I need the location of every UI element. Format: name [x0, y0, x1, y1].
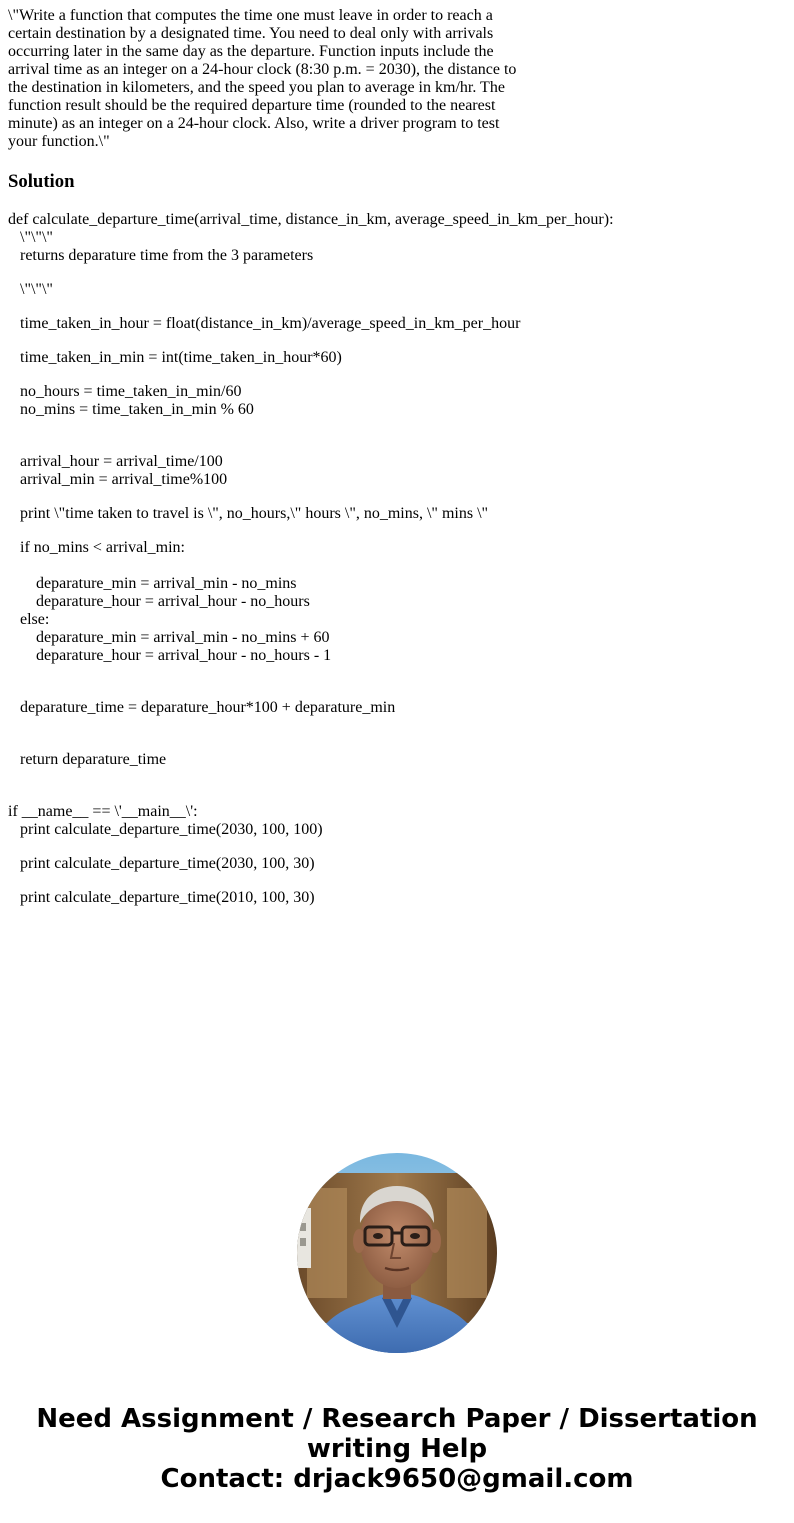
footer-line: Need Assignment / Research Paper / Dissertation: [36, 1404, 758, 1434]
solution-heading: Solution: [8, 171, 75, 192]
code-line: arrival_hour = arrival_time/100: [20, 453, 223, 470]
code-line: print \"time taken to travel is \", no_hours,\" hours \", no_mins, \" mins \": [20, 505, 489, 522]
code-line: returns deparature time from the 3 parameters: [20, 247, 314, 264]
code-line: else:: [20, 611, 50, 628]
code-line: \"\"\": [20, 281, 53, 298]
footer-contact: Contact: drjack9650@gmail.com: [160, 1464, 634, 1494]
code-line: arrival_min = arrival_time%100: [20, 471, 228, 488]
code-line: deparature_hour = arrival_hour - no_hours: [36, 593, 310, 610]
code-line: deparature_time = deparature_hour*100 + deparature_min: [20, 699, 396, 716]
code-line: print calculate_departure_time(2010, 100, 30): [20, 889, 315, 906]
code-line: if no_mins < arrival_min:: [20, 539, 185, 556]
code-line: no_hours = time_taken_in_min/60: [20, 383, 242, 400]
avatar: [297, 1153, 497, 1353]
code-line: print calculate_departure_time(2030, 100, 30): [20, 855, 315, 872]
code-line: print calculate_departure_time(2030, 100, 100): [20, 821, 323, 838]
code-line: def calculate_departure_time(arrival_time, distance_in_km, average_speed_in_km_per_hour):: [8, 211, 614, 228]
code-line: deparature_min = arrival_min - no_mins: [36, 575, 297, 592]
footer-line: writing Help: [306, 1434, 488, 1464]
code-line: \"\"\": [20, 229, 53, 246]
code-line: time_taken_in_min = int(time_taken_in_hour*60): [20, 349, 342, 366]
code-line: return deparature_time: [20, 751, 167, 768]
code-line: deparature_min = arrival_min - no_mins + 60: [36, 629, 330, 646]
code-line: time_taken_in_hour = float(distance_in_km)/average_speed_in_km_per_hour: [20, 315, 521, 332]
code-line: if __name__ == \'__main__\':: [8, 803, 198, 820]
code-line: no_mins = time_taken_in_min % 60: [20, 401, 254, 418]
code-line: deparature_hour = arrival_hour - no_hours - 1: [36, 647, 332, 664]
contact-footer: [0, 1404, 794, 1494]
question-text: \"Write a function that computes the time one must leave in order to reach a certain destination by a designated time. You need to deal only with arrivals occurring later in the same day as the departure. Function inputs include the arrival time as an integer on a 24-hour clock (8:30 p.m. = 2030), the distance to the destination in kilometers, and the speed you plan to average in km/hr. The function result should be the required departure time (rounded to the nearest minute) as an integer on a 24-hour clock. Also, write a driver program to test your function.\": [8, 7, 517, 150]
